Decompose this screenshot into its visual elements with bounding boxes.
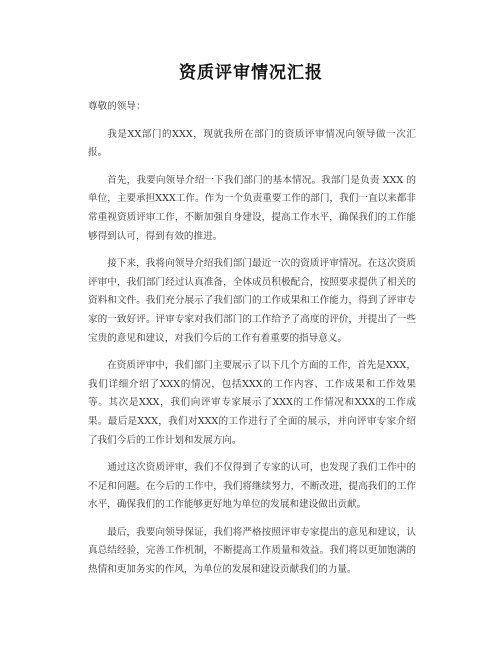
paragraph-review-content: 在资质评审中，我们部门主要展示了以下几个方面的工作，首先是XXX，我们详细介绍了XXX的情况，包括XXX的工作内容、工作成果和工作效果等。其次是XXX，我们向评审专家展示了XXX的工作情况和XXX的工作成果。最后是XXX，我们对XXX的工作进行了全面的展示，并向评审专家介绍了我们今后的工作计划和发展方向。 <box>88 360 416 446</box>
paragraph-review-process: 接下来，我将向领导介绍我们部门最近一次的资质评审情况。在这次资质评审中，我们部门经过认真准备，全体成员积极配合，按照要求提供了相关的资料和文件。我们充分展示了我们部门的工作成果和工作能力，得到了评审专家的一致好评。评审专家对我们部门的工作给予了高度的评价，并提出了一些宝贵的意见和建议，对我们今后的工作有着重要的指导意义。 <box>88 258 416 344</box>
document-title: 资质评审情况汇报 <box>179 63 323 83</box>
paragraph-department-overview: 首先，我要向领导介绍一下我们部门的基本情况。我部门是负责 XXX 的单位，主要承担XXX工作。作为一个负责重要工作的部门，我们一直以来都非常重视资质评审工作，不断加强自身建设，提高工作水平，确保我们的工作能够得到认可，得到有效的推进。 <box>88 174 416 242</box>
salutation: 尊敬的领导： <box>88 101 146 112</box>
paragraph-intro: 我是XX部门的XXX，现就我所在部门的资质评审情况向领导做一次汇报。 <box>88 128 416 159</box>
document-body <box>88 98 416 589</box>
paragraph-commitment: 最后，我要向领导保证，我们将严格按照评审专家提出的意见和建议，认真总结经验，完善工作机制，不断提高工作质量和效益。我们将以更加饱满的热情和更加务实的作风，为单位的发展和建设贡献我们的力量。 <box>88 526 416 576</box>
paragraph-reflection: 通过这次资质评审，我们不仅得到了专家的认可，也发现了我们工作中的不足和问题。在今后的工作中，我们将继续努力，不断改进，提高我们的工作水平，确保我们的工作能够更好地为单位的发展和建设做出贡献。 <box>88 462 416 511</box>
